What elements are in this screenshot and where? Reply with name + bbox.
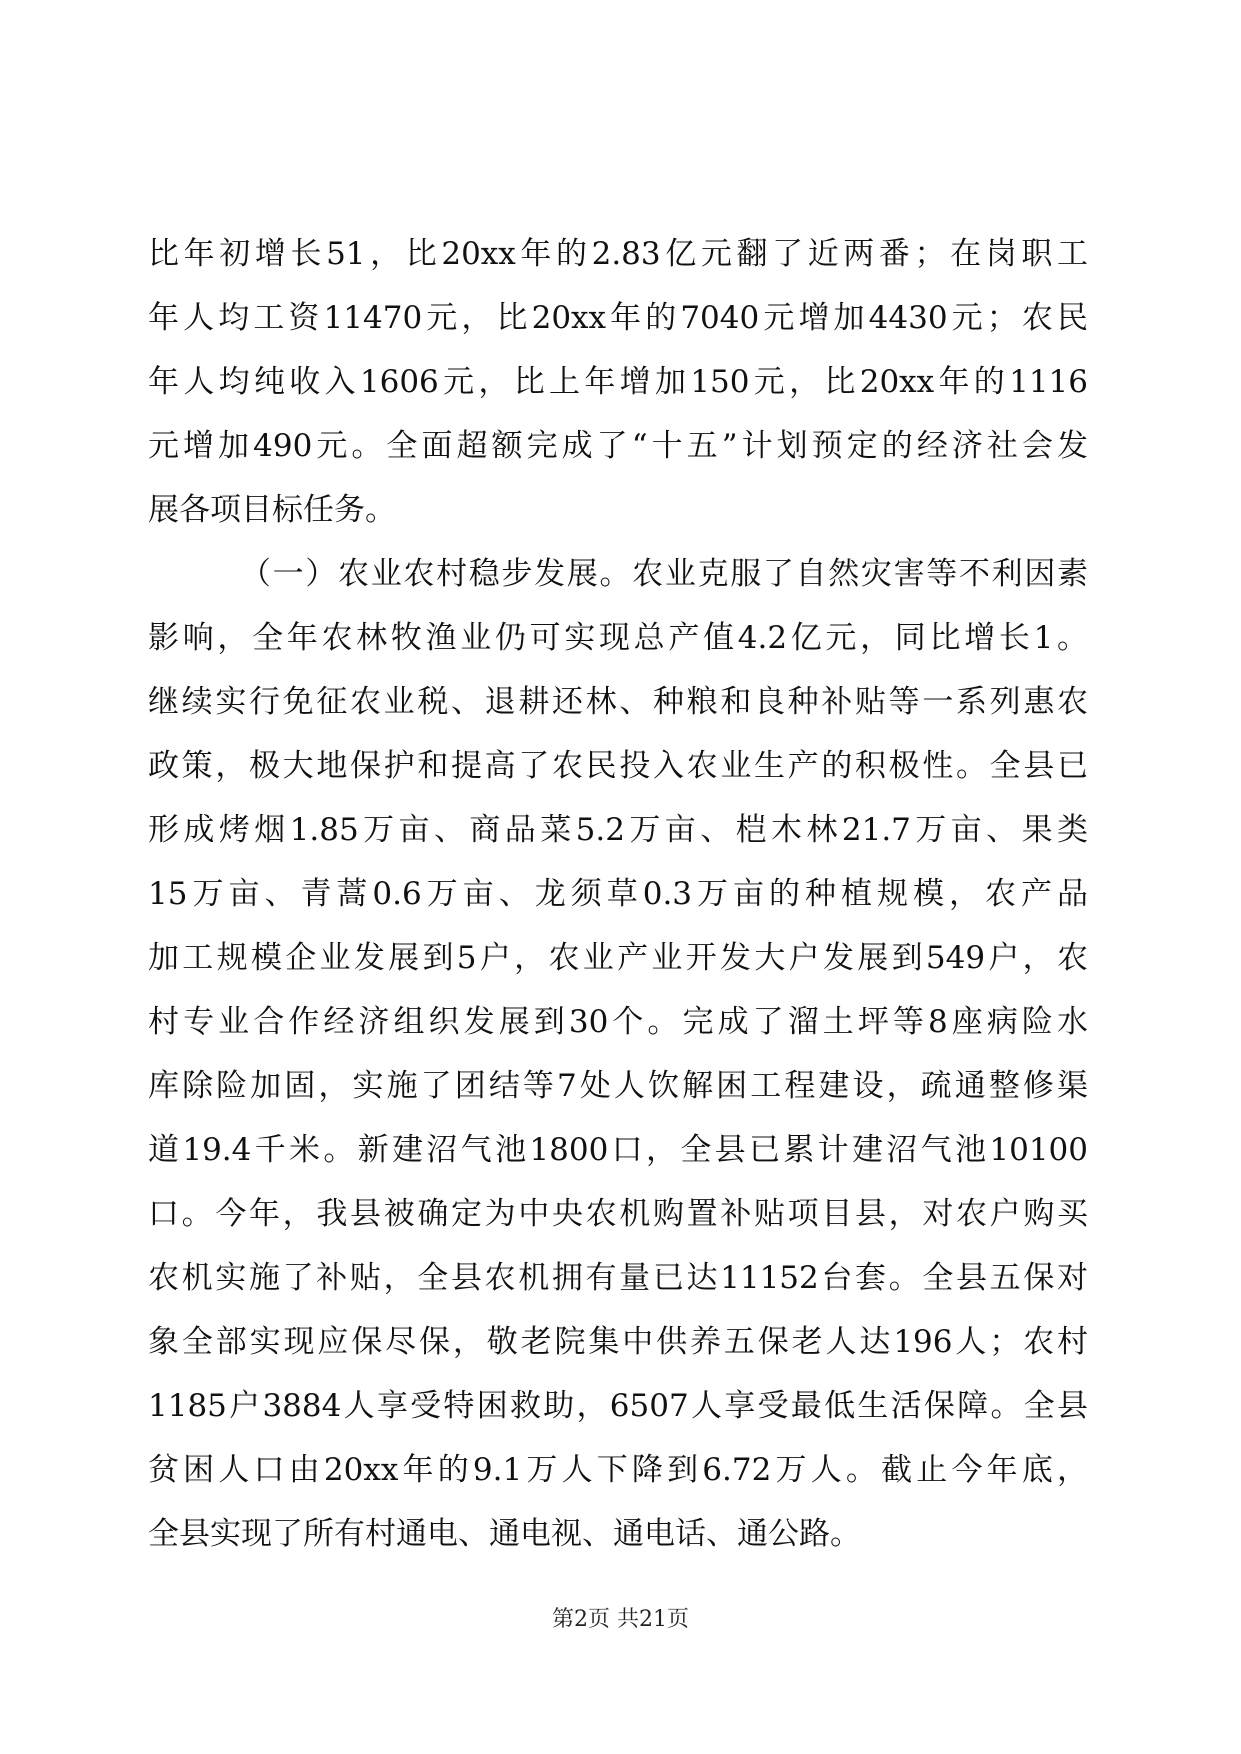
text-line: 比年初增长51，比20xx年的2.83亿元翻了近两番；在岗职工 [148, 236, 1088, 272]
text-line: 年人均纯收入1606元，比上年增加150元，比20xx年的1116 [148, 364, 1088, 400]
text-line: 象全部实现应保尽保，敬老院集中供养五保老人达196人；农村 [148, 1324, 1088, 1360]
page-footer [0, 1605, 1241, 1635]
text-line: 影响，全年农林牧渔业仍可实现总产值4.2亿元，同比增长1。 [148, 620, 1088, 656]
text-line: 道19.4千米。新建沼气池1800口，全县已累计建沼气池10100 [148, 1132, 1088, 1168]
paragraph-continued [148, 222, 1088, 542]
text-line: 口。今年，我县被确定为中央农机购置补贴项目县，对农户购买 [148, 1196, 1088, 1232]
page-number-label: 第2页 共21页 [552, 1607, 689, 1632]
paragraph-agriculture [148, 542, 1088, 1566]
text-line: 15万亩、青蒿0.6万亩、龙须草0.3万亩的种植规模，农产品 [148, 876, 1088, 912]
text-line: 村专业合作经济组织发展到30个。完成了溜土坪等8座病险水 [148, 1004, 1088, 1040]
text-line: 农机实施了补贴，全县农机拥有量已达11152台套。全县五保对 [148, 1260, 1088, 1296]
text-line: 加工规模企业发展到5户，农业产业开发大户发展到549户，农 [148, 940, 1088, 976]
text-line: 1185户3884人享受特困救助，6507人享受最低生活保障。全县 [148, 1388, 1088, 1424]
text-line: 继续实行免征农业税、退耕还林、种粮和良种补贴等一系列惠农 [148, 684, 1088, 720]
text-line: 形成烤烟1.85万亩、商品菜5.2万亩、桤木林21.7万亩、果类 [148, 812, 1088, 848]
body-text [148, 222, 1088, 1566]
text-line: 展各项目标任务。 [148, 492, 396, 528]
text-line: 库除险加固，实施了团结等7处人饮解困工程建设，疏通整修渠 [148, 1068, 1088, 1104]
text-line: 政策，极大地保护和提高了农民投入农业生产的积极性。全县已 [148, 748, 1088, 784]
text-line: 贫困人口由20xx年的9.1万人下降到6.72万人。截止今年底， [148, 1452, 1088, 1488]
text-line: 年人均工资11470元，比20xx年的7040元增加4430元；农民 [148, 300, 1088, 336]
text-line: 全县实现了所有村通电、通电视、通电话、通公路。 [148, 1516, 861, 1552]
text-line: （一）农业农村稳步发展。农业克服了自然灾害等不利因素 [240, 556, 1088, 592]
text-line: 元增加490元。全面超额完成了“十五”计划预定的经济社会发 [148, 428, 1088, 464]
